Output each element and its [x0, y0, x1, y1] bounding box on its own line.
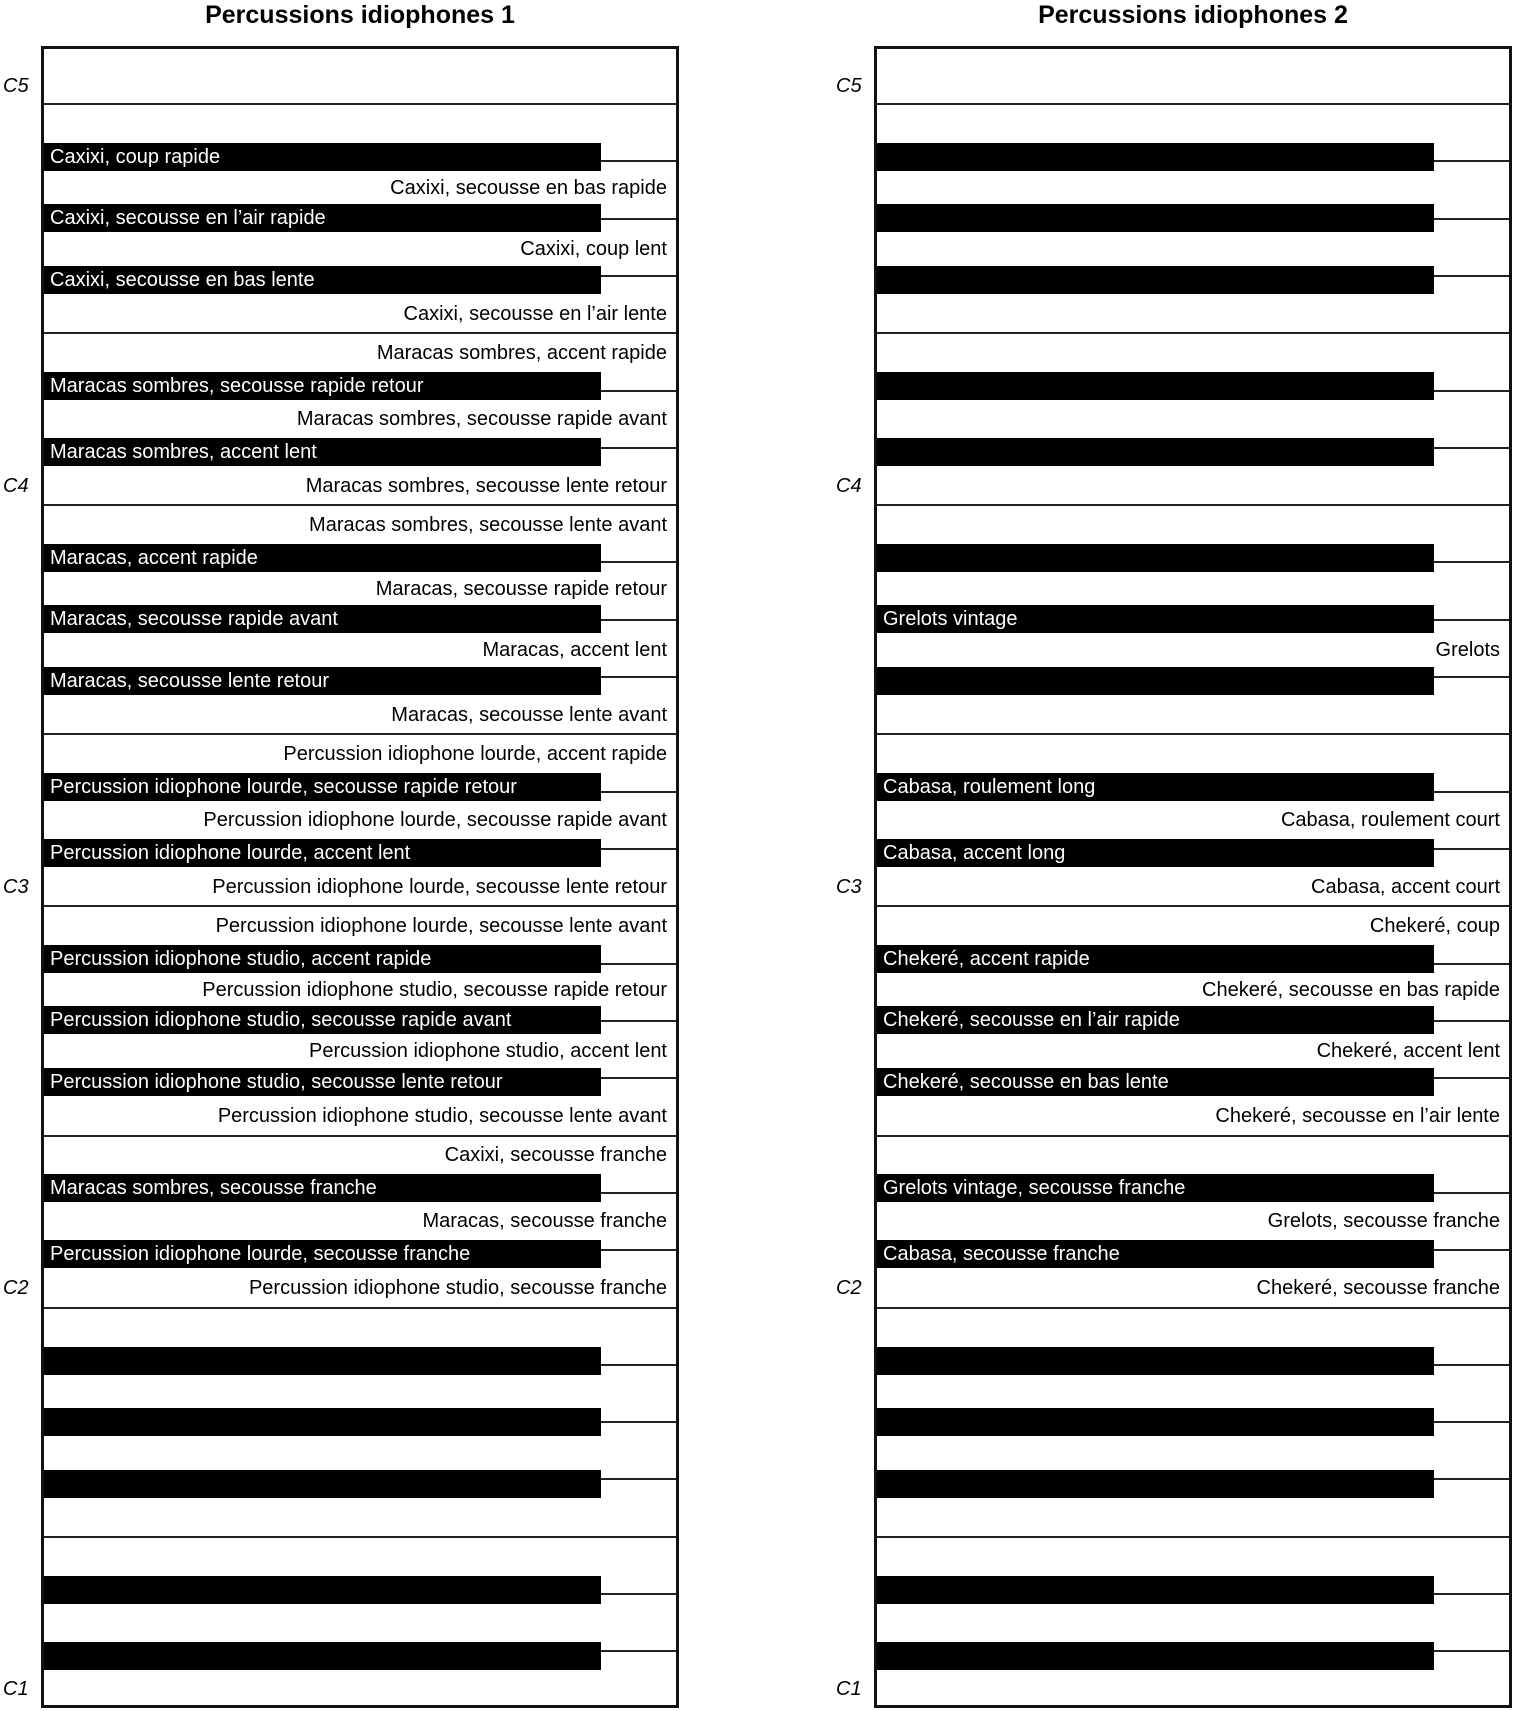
- black-key-dsharp1[interactable]: [44, 1576, 601, 1604]
- black-key-fsharp1[interactable]: [877, 1470, 1434, 1498]
- key-label: Maracas, secousse lente avant: [391, 703, 667, 726]
- key-label: Percussion idiophone lourde, secousse rapide retour: [50, 776, 517, 799]
- black-key-csharp1[interactable]: [44, 1642, 601, 1670]
- keyboard-2-title: Percussions idiophones 2: [1038, 1, 1348, 29]
- key-label: Maracas, secousse rapide retour: [375, 577, 667, 600]
- key-label: Percussion idiophone lourde, secousse franche: [50, 1243, 471, 1266]
- key-label: Percussion idiophone studio, accent rapide: [50, 948, 432, 971]
- key-label: Maracas sombres, secousse franche: [50, 1177, 377, 1200]
- white-key-divider: [44, 733, 676, 735]
- white-key-divider: [44, 504, 676, 506]
- black-key-gsharp1[interactable]: [877, 1408, 1434, 1436]
- key-label: Chekeré, secousse franche: [1256, 1276, 1500, 1299]
- white-key-divider: [877, 905, 1509, 907]
- black-key-dsharp4[interactable]: [877, 372, 1434, 400]
- black-key-dsharp1[interactable]: [877, 1576, 1434, 1604]
- black-key-asharp1[interactable]: [877, 1347, 1434, 1375]
- white-key-divider: [44, 103, 676, 105]
- key-label: Maracas sombres, secousse rapide avant: [296, 408, 667, 430]
- octave-label-c2: C2: [3, 1277, 29, 1299]
- white-key-divider: [877, 1536, 1509, 1538]
- key-label: Grelots, secousse franche: [1267, 1210, 1500, 1233]
- key-label: Maracas, accent lent: [482, 639, 667, 662]
- black-key-csharp4[interactable]: [877, 438, 1434, 466]
- key-label: Caxixi, secousse en l’air lente: [403, 302, 667, 325]
- octave-label-c4: C4: [836, 474, 862, 497]
- key-label: Chekeré, accent rapide: [883, 948, 1090, 971]
- black-key-gsharp4[interactable]: [877, 204, 1434, 232]
- key-label: Percussion idiophone studio, accent lent: [308, 1040, 667, 1063]
- white-key-divider: [44, 332, 676, 334]
- key-label: Caxixi, secousse franche: [444, 1143, 667, 1166]
- black-key-asharp3[interactable]: [877, 544, 1434, 572]
- keyboard-2: [874, 46, 1512, 1708]
- key-label: Percussion idiophone lourde, secousse rapide avant: [203, 809, 667, 832]
- key-label: Percussion idiophone lourde, accent lent: [50, 842, 411, 865]
- octave-label-c4: C4: [3, 474, 29, 497]
- key-label: Cabasa, accent court: [1311, 875, 1500, 898]
- key-label: Grelots vintage: [883, 608, 1018, 631]
- key-label: Caxixi, secousse en bas rapide: [390, 176, 667, 199]
- white-key-divider: [877, 103, 1509, 105]
- white-key-divider: [44, 905, 676, 907]
- key-label: Maracas sombres, secousse lente avant: [309, 513, 667, 536]
- key-label: Chekeré, coup: [1369, 914, 1500, 937]
- white-key-divider: [877, 332, 1509, 334]
- key-label: Grelots: [1435, 639, 1500, 662]
- key-label: Maracas sombres, accent lent: [50, 441, 317, 463]
- white-key-divider: [877, 733, 1509, 735]
- key-label: Grelots vintage, secousse franche: [883, 1177, 1186, 1200]
- key-label: Cabasa, roulement court: [1280, 809, 1500, 832]
- key-label: Chekeré, secousse en bas rapide: [1202, 978, 1500, 1001]
- octave-label-c3: C3: [836, 875, 862, 898]
- key-label: Percussion idiophone lourde, secousse lente avant: [215, 914, 667, 937]
- white-key-divider: [44, 1135, 676, 1137]
- key-label: Maracas, secousse franche: [422, 1210, 667, 1233]
- key-label: Cabasa, roulement long: [883, 776, 1096, 799]
- octave-label-c2: C2: [836, 1277, 862, 1299]
- key-label: Maracas, accent rapide: [50, 547, 258, 570]
- white-key-divider: [877, 1307, 1509, 1309]
- octave-label-c1: C1: [836, 1678, 862, 1700]
- key-label: Percussion idiophone studio, secousse lente avant: [217, 1104, 667, 1127]
- key-label: Percussion idiophone studio, secousse rapide retour: [202, 978, 667, 1001]
- black-key-fsharp4[interactable]: [877, 266, 1434, 294]
- key-label: Percussion idiophone lourde, accent rapide: [283, 742, 667, 765]
- key-label: Chekeré, secousse en bas lente: [883, 1071, 1169, 1094]
- key-label: Cabasa, accent long: [883, 842, 1066, 865]
- key-label: Maracas sombres, secousse lente retour: [305, 474, 667, 497]
- key-label: Percussion idiophone lourde, secousse lente retour: [212, 875, 667, 898]
- key-label: Chekeré, accent lent: [1316, 1040, 1500, 1063]
- key-label: Percussion idiophone studio, secousse lente retour: [50, 1071, 503, 1094]
- black-key-fsharp3[interactable]: [877, 667, 1434, 695]
- key-label: Caxixi, secousse en l’air rapide: [50, 207, 326, 229]
- key-label: Maracas sombres, accent rapide: [376, 341, 667, 364]
- key-label: Caxixi, coup rapide: [50, 146, 221, 168]
- key-label: Caxixi, secousse en bas lente: [50, 269, 315, 291]
- octave-label-c3: C3: [3, 875, 29, 898]
- key-label: Cabasa, secousse franche: [883, 1243, 1120, 1266]
- black-key-gsharp1[interactable]: [44, 1408, 601, 1436]
- black-key-asharp1[interactable]: [44, 1347, 601, 1375]
- key-label: Maracas, secousse rapide avant: [50, 608, 338, 631]
- key-label: Percussion idiophone studio, secousse rapide avant: [50, 1009, 512, 1032]
- keyboard-1-title: Percussions idiophones 1: [205, 1, 515, 29]
- key-label: Maracas sombres, secousse rapide retour: [50, 375, 424, 397]
- keyboard-1: [41, 46, 679, 1708]
- white-key-divider: [877, 1135, 1509, 1137]
- key-label: Percussion idiophone studio, secousse franche: [248, 1276, 667, 1299]
- key-label: Caxixi, coup lent: [520, 238, 667, 260]
- white-key-divider: [44, 1536, 676, 1538]
- key-label: Maracas, secousse lente retour: [50, 670, 330, 693]
- octave-label-c5: C5: [3, 75, 29, 97]
- white-key-divider: [877, 504, 1509, 506]
- key-label: Chekeré, secousse en l’air rapide: [883, 1009, 1180, 1032]
- black-key-fsharp1[interactable]: [44, 1470, 601, 1498]
- octave-label-c1: C1: [3, 1678, 29, 1700]
- key-label: Chekeré, secousse en l’air lente: [1215, 1104, 1500, 1127]
- white-key-divider: [44, 1307, 676, 1309]
- black-key-asharp4[interactable]: [877, 143, 1434, 171]
- black-key-csharp1[interactable]: [877, 1642, 1434, 1670]
- octave-label-c5: C5: [836, 75, 862, 97]
